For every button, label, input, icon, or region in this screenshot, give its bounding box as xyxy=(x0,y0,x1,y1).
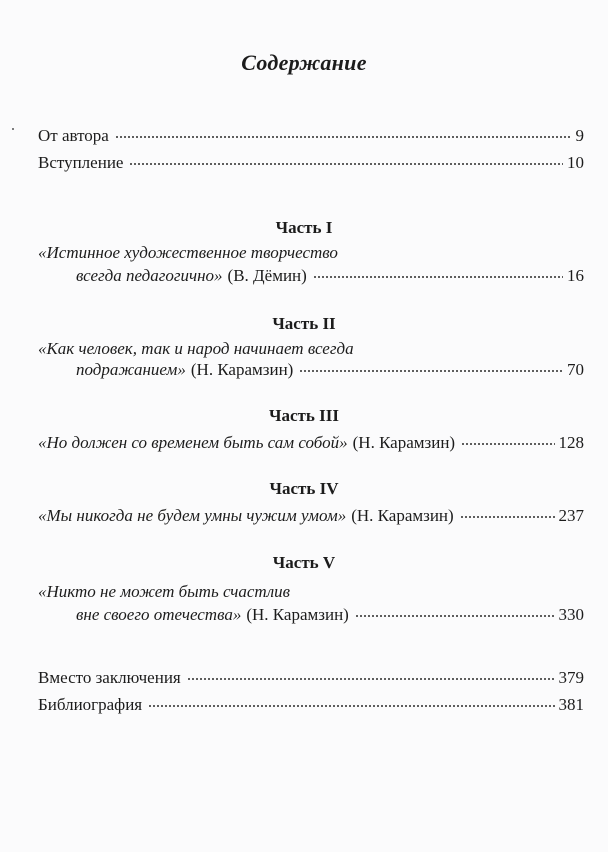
quote-author: (Н. Карамзин) xyxy=(352,433,456,452)
part-heading-4: Часть IV xyxy=(269,479,339,498)
toc-entry-from-author[interactable] xyxy=(38,126,584,148)
toc-entry-part-3[interactable] xyxy=(38,433,584,455)
toc-entry-page: 70 xyxy=(567,360,584,379)
toc-entry-bibliography[interactable] xyxy=(38,695,584,717)
toc-entry-part-2[interactable] xyxy=(76,360,584,382)
toc-entry-part-4[interactable] xyxy=(38,506,584,528)
part-quote-line: «Никто не может быть счастлив xyxy=(38,582,290,601)
part-quote-line: «Мы никогда не будем умны чужим умом» xyxy=(38,506,347,525)
part-quote-line: вне своего отечества» xyxy=(76,605,242,624)
toc-entry-label: От автора xyxy=(38,126,109,145)
leader-dots xyxy=(148,704,554,708)
toc-entry-page: 381 xyxy=(558,695,584,714)
leader-dots xyxy=(129,162,563,166)
speck-mark xyxy=(12,128,14,130)
part-quote-line: всегда педагогично» xyxy=(76,266,223,285)
part-quote-line: «Но должен со временем быть сам собой» xyxy=(38,433,348,452)
toc-entry-page: 237 xyxy=(558,506,584,525)
quote-author: (В. Дёмин) xyxy=(227,266,307,285)
part-heading-5: Часть V xyxy=(272,553,336,572)
leader-dots xyxy=(313,275,563,279)
toc-entry-part-1[interactable] xyxy=(76,266,584,288)
part-quote-line: «Истинное художественное творчество xyxy=(38,243,338,262)
quote-author: (Н. Карамзин) xyxy=(351,506,454,525)
part-quote-line: подражанием» xyxy=(76,360,186,379)
leader-dots xyxy=(460,515,555,519)
toc-entry-label: Библиография xyxy=(38,695,143,714)
toc-entry-introduction[interactable] xyxy=(38,153,584,175)
part-quote-line: «Как человек, так и народ начинает всегда xyxy=(38,339,354,358)
part-heading-1: Часть I xyxy=(275,218,333,237)
leader-dots xyxy=(355,614,555,618)
toc-entry-page: 379 xyxy=(558,668,584,687)
leader-dots xyxy=(187,677,555,681)
page-title: Содержание xyxy=(241,50,367,75)
toc-entry-page: 10 xyxy=(567,153,584,172)
toc-entry-page: 330 xyxy=(558,605,584,624)
leader-dots xyxy=(115,135,572,139)
toc-entry-label: Вместо заключения xyxy=(38,668,181,687)
toc-entry-part-5[interactable] xyxy=(76,605,584,627)
part-heading-3: Часть III xyxy=(269,406,339,425)
toc-entry-label: Вступление xyxy=(38,153,124,172)
quote-author: (Н. Карамзин) xyxy=(246,605,349,624)
part-heading-2: Часть II xyxy=(272,314,336,333)
toc-entry-page: 16 xyxy=(567,266,584,285)
leader-dots xyxy=(461,442,554,446)
leader-dots xyxy=(299,369,563,373)
quote-author: (Н. Карамзин) xyxy=(190,360,294,379)
toc-entry-page: 128 xyxy=(558,433,584,452)
toc-entry-conclusion[interactable] xyxy=(38,668,584,690)
toc-entry-page: 9 xyxy=(575,126,584,145)
